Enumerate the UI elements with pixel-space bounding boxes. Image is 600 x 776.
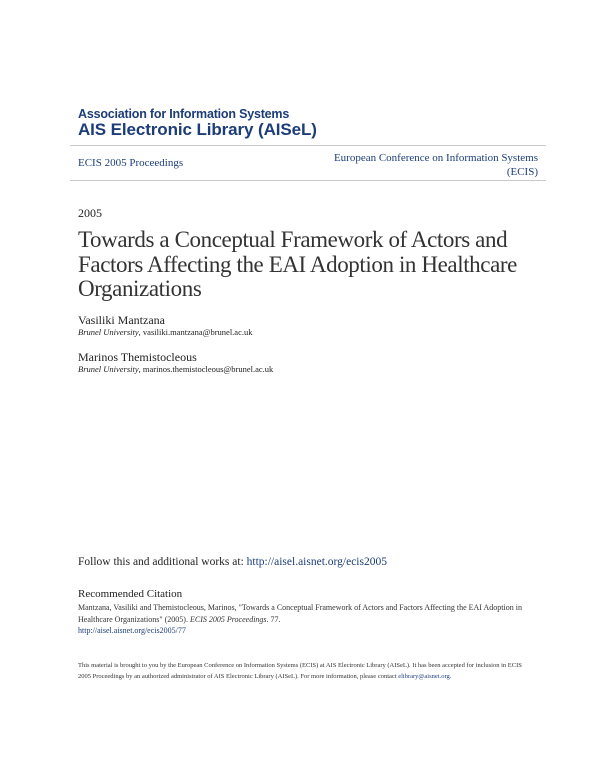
proceedings-link[interactable]: ECIS 2005 Proceedings (78, 157, 184, 169)
follow-line (78, 556, 387, 568)
citation-body (78, 602, 528, 637)
bottom-divider (70, 180, 546, 181)
author-name: Vasiliki Mantzana (78, 313, 165, 327)
author-institution: Brunel University (78, 327, 139, 337)
conference-link-line1: European Conference on Information Systems (333, 152, 538, 164)
contact-email-link[interactable]: elibrary@aisnet.org (398, 673, 450, 680)
citation-heading: Recommended Citation (78, 588, 183, 600)
follow-text: Follow this and additional works at: (78, 556, 247, 568)
notice-end: . (449, 673, 452, 680)
header-org-name[interactable]: Association for Information Systems (78, 107, 290, 121)
copyright-notice (78, 660, 528, 682)
citation-suffix: . 77. (266, 614, 281, 624)
citation-text: Mantzana, Vasiliki and Themistocleous, Marinos, "Towards a Conceptual Framework of Actors and Factors Affecting the EAI Adoption in Healthcare Organizations" (2005). (78, 603, 522, 624)
author-affiliation (78, 327, 252, 337)
header-library-name[interactable]: AIS Electronic Library (AISeL) (78, 120, 317, 139)
top-divider (70, 145, 546, 146)
citation-source: ECIS 2005 Proceedings (189, 614, 267, 624)
paper-title: Towards a Conceptual Framework of Actors and Factors Affecting the EAI Adoption in Healthcare Organizations (78, 227, 517, 301)
author-email: , marinos.themistocleous@brunel.ac.uk (138, 364, 274, 374)
author-name: Marinos Themistocleous (78, 350, 197, 364)
notice-text: This material is brought to you by the European Conference on Information Systems (ECIS) at AIS Electronic Library (AISeL). It has been accepted for inclusion in ECIS 2005 Proceedings by an authorized administrator of AIS Electronic Library (AISeL). For more information, please contact (78, 662, 522, 680)
conference-link-line2: (ECIS) (506, 166, 538, 178)
author-institution: Brunel University (78, 364, 139, 374)
conference-link[interactable] (298, 151, 538, 179)
citation-link[interactable]: http://aisel.aisnet.org/ecis2005/77 (78, 626, 186, 635)
follow-link[interactable]: http://aisel.aisnet.org/ecis2005 (246, 556, 387, 568)
publication-year: 2005 (78, 206, 102, 220)
author-email: , vasiliki.mantzana@brunel.ac.uk (138, 327, 253, 337)
author-affiliation (78, 364, 273, 374)
